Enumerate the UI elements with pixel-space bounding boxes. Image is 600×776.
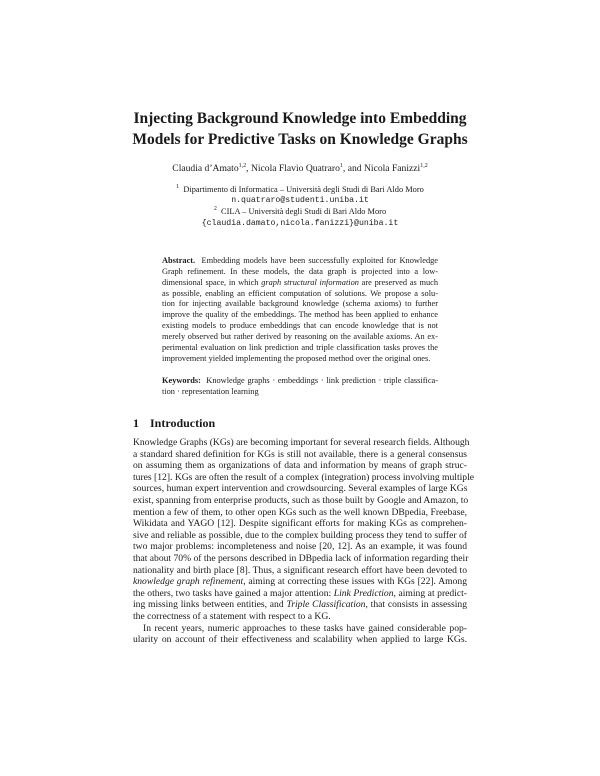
affil-mark: 2 <box>213 206 217 213</box>
author-name: Claudia d’Amato <box>172 163 239 174</box>
keywords <box>162 376 438 398</box>
abstract-text: are preserved as much <box>358 277 438 287</box>
affiliation-2 <box>100 206 500 217</box>
abstract-line <box>162 278 438 289</box>
abstract-line <box>162 256 438 267</box>
body-text-run: , aiming at predict- <box>393 587 467 599</box>
body-line: mention a few of them, to other open KGs such as the well known DBpedia, Freebase, <box>133 506 467 518</box>
section-number: 1 <box>133 416 139 430</box>
body-line <box>133 588 467 600</box>
body-line: sive and reliable as possible, due to the complex building process they tend to suffer of <box>133 529 467 541</box>
keywords-line: tion · representation learning <box>162 386 259 396</box>
body-text <box>133 437 475 646</box>
body-text-run: , aiming at correcting these issues with KGs [22]. Among <box>243 576 467 588</box>
abstract-line: tion for injecting available background knowledge (schema axioms) to further <box>162 299 438 309</box>
body-text-run: the others, two tasks have gained a major attention: <box>133 587 334 599</box>
affiliation-text: CILA – Università degli Studi di Bari Aldo Moro <box>221 207 387 217</box>
keywords-label: Keywords: <box>162 376 201 385</box>
abstract-text: dimensional space, in which <box>162 277 262 287</box>
keywords-line <box>162 376 438 387</box>
abstract-text: Embedding models have been successfully exploited for Knowledge <box>201 256 438 265</box>
body-text-run: , that consists in assessing <box>365 599 467 611</box>
body-text-run: ing missing links between entities, and <box>133 599 287 611</box>
body-line: nationality and birth place [8]. Thus, a significant research effort have been devoted to <box>133 564 467 576</box>
affiliation-email: n.quatraro@studenti.uniba.it <box>231 196 369 206</box>
body-emphasis: knowledge graph refinement <box>133 576 244 588</box>
body-line: In recent years, numeric approaches to these tasks have gained considerable pop- <box>143 622 467 634</box>
abstract-line: as possible, enabling an efficient computation of solutions. We propose a solu- <box>162 288 438 298</box>
affil-mark: 1 <box>176 184 180 191</box>
keywords-text: Knowledge graphs · embeddings · link prediction · triple classifica- <box>206 376 439 385</box>
abstract-line: existing models to produce embeddings that can encode knowledge that is not <box>162 321 438 331</box>
author-name: Nicola Flavio Quatraro <box>250 163 340 174</box>
paper-title <box>100 108 500 150</box>
body-line: that about 70% of the persons described in DBpedia lack of information regarding their <box>133 552 469 564</box>
body-line: Knowledge Graphs (KGs) are becoming important for several research fields. Although <box>133 437 470 448</box>
abstract-line: merely observed but rather derived by reasoning on the available axioms. An ex- <box>162 331 438 341</box>
abstract-emphasis: graph structural information <box>261 277 359 287</box>
title-line: Injecting Background Knowledge into Embedding <box>133 110 467 127</box>
author-affil-mark: 1,2 <box>420 162 428 169</box>
affiliations <box>100 184 500 229</box>
author-affil-mark: 1 <box>339 162 343 169</box>
body-line <box>133 599 467 611</box>
body-line: ularity on account of their effectiveness and scalability when applied to large KGs. <box>133 634 467 646</box>
affiliation-text: Dipartimento di Informatica – Università degli Studi di Bari Aldo Moro <box>183 185 424 194</box>
body-line <box>133 576 467 588</box>
body-emphasis: Triple Classification <box>286 599 366 611</box>
affiliation-email: {claudia.damato,nicola.fanizzi}@uniba.it <box>201 218 399 228</box>
author-list <box>100 163 500 175</box>
abstract <box>162 256 438 364</box>
abstract-line: improve the quality of the embeddings. The method has been applied to enhance <box>162 310 438 320</box>
body-line: two major problems: incompleteness and noise [20, 12]. As an example, it was found <box>133 541 467 553</box>
body-line: tures [12]. KGs are often the result of a complex (integration) process involving multiple <box>133 471 475 483</box>
section-heading <box>133 416 215 431</box>
author-affil-mark: 1,2 <box>238 162 247 169</box>
body-line: exist, spanning from enterprise products, such as those built by Google and Amazon, to <box>133 494 469 506</box>
affiliation-1 <box>100 184 500 195</box>
abstract-label: Abstract. <box>162 256 196 265</box>
abstract-line: perimental evaluation on link prediction and triple classification tasks proves the <box>162 342 438 352</box>
body-line: sources, human expert intervention and crowdsourcing. Several examples of large KGs <box>133 483 468 495</box>
body-emphasis: Link Prediction <box>333 587 394 599</box>
abstract-line: improvement yielded implementing the proposed method over the original ones. <box>162 353 431 363</box>
body-line: a standard shared definition for KGs is still not available, there is a general consensus <box>133 448 467 460</box>
section-title: Introduction <box>150 416 216 430</box>
body-line: on assuming them as organizations of data and information by means of graph struc- <box>133 460 467 472</box>
author-separator: , <box>246 163 251 174</box>
body-line: Wikidata and YAGO [12]. Despite significant efforts for making KGs as comprehen- <box>133 518 467 530</box>
title-line: Models for Predictive Tasks on Knowledge Graphs <box>132 131 468 148</box>
author-separator: , and <box>342 163 364 174</box>
abstract-line: Graph refinement. In these models, the data graph is projected into a low- <box>162 266 438 276</box>
author-name: Nicola Fanizzi <box>363 163 421 174</box>
body-line: the correctness of a statement with respect to a KG. <box>133 610 331 622</box>
